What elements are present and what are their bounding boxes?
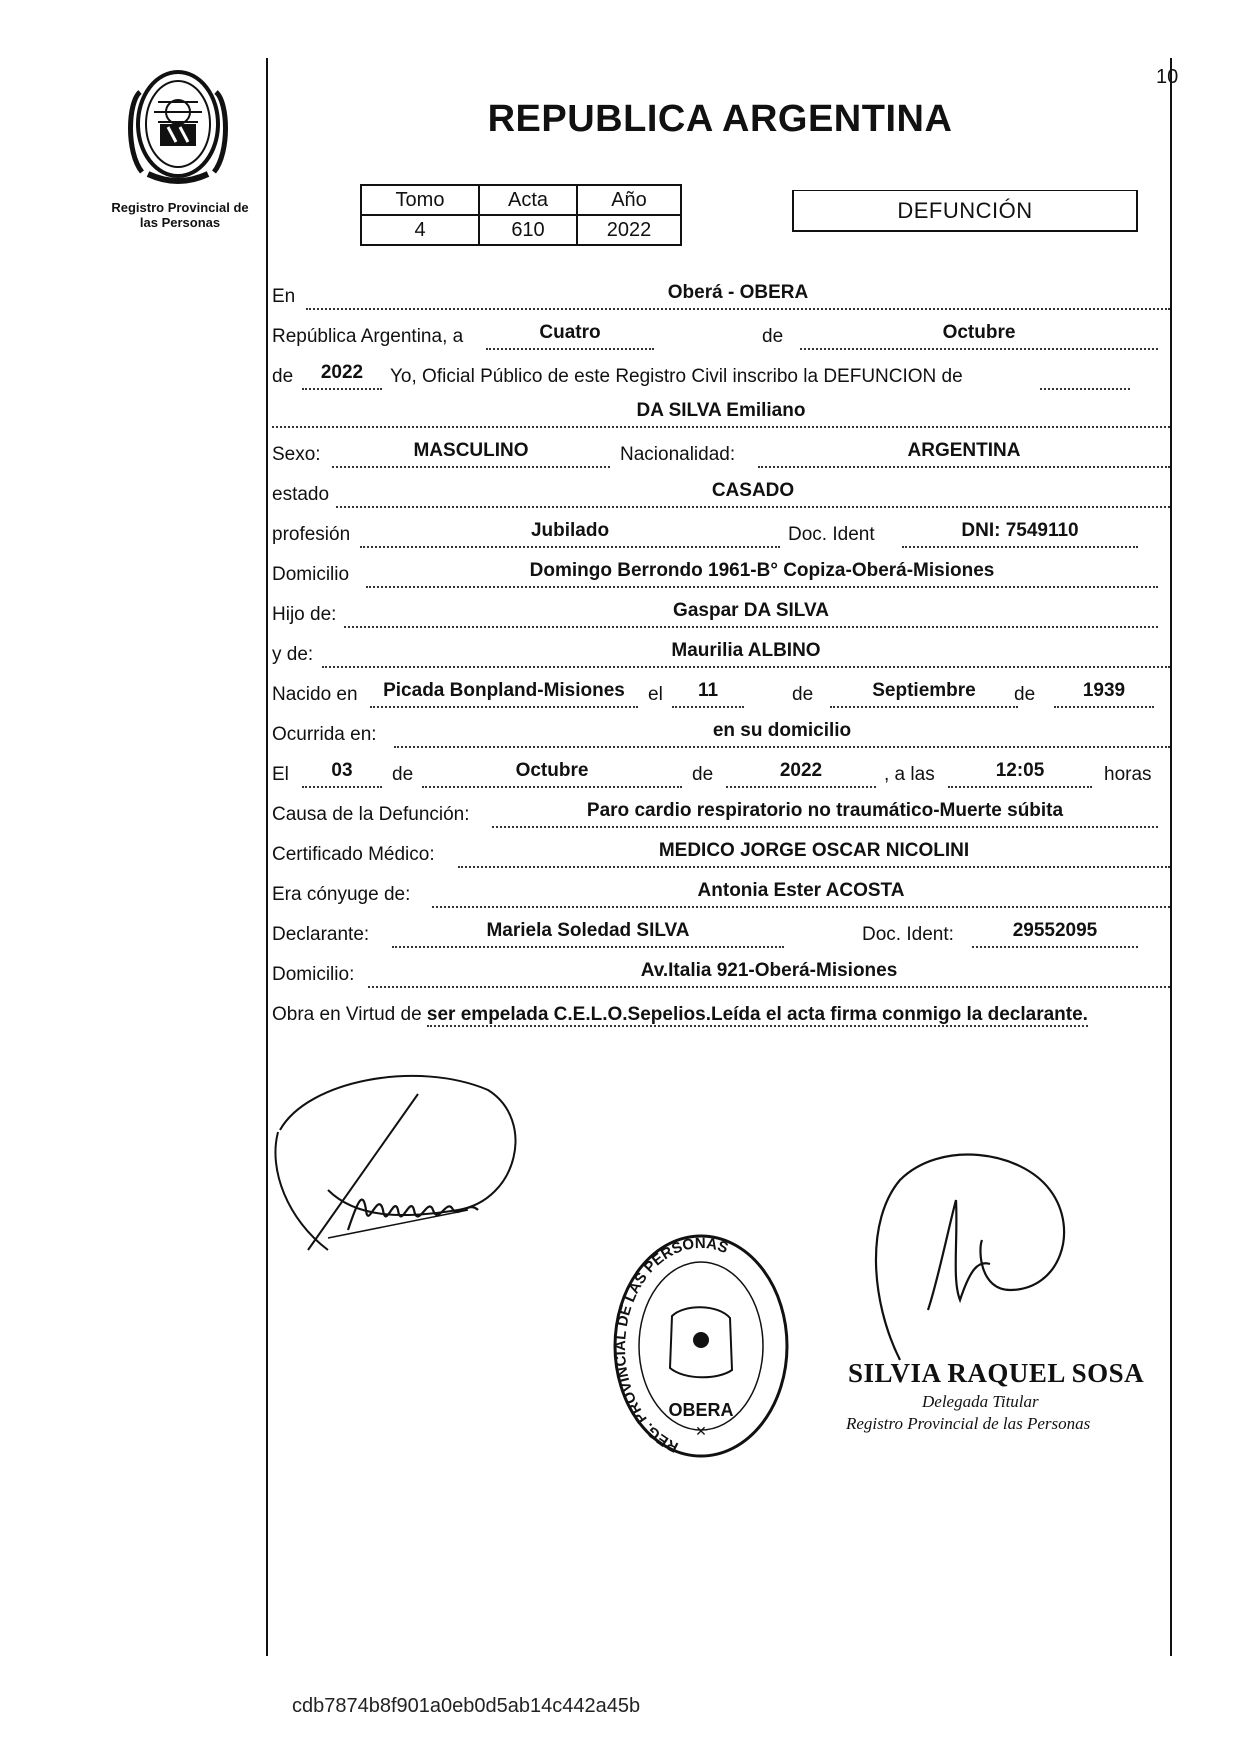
anio-value: 2022 <box>577 215 681 245</box>
mother-field: Maurilia ALBINO <box>322 638 1170 668</box>
remarks-label: Obra en Virtud de <box>272 1004 422 1025</box>
born-de-label-1: de <box>792 684 814 705</box>
acta-header: Acta <box>479 185 577 215</box>
death-de-label-1: de <box>392 764 414 785</box>
sex-field: MASCULINO <box>332 438 610 468</box>
tomo-value: 4 <box>361 215 479 245</box>
document-type-box: DEFUNCIÓN <box>792 190 1138 232</box>
acta-value: 610 <box>479 215 577 245</box>
born-place-field: Picada Bonpland-Misiones <box>370 678 638 708</box>
page-title: REPUBLICA ARGENTINA <box>487 98 953 140</box>
row-mother <box>272 636 1164 670</box>
marital-field: CASADO <box>336 478 1170 508</box>
de-label-1: de <box>762 326 784 347</box>
sex-label: Sexo: <box>272 444 321 465</box>
country-label: República Argentina, a <box>272 326 464 347</box>
death-year-field: 2022 <box>726 758 876 788</box>
row-statement <box>272 358 1164 392</box>
occurred-field: en su domicilio <box>394 718 1170 748</box>
place-label: En <box>272 286 296 307</box>
profession-field: Jubilado <box>360 518 780 548</box>
born-month-field: Septiembre <box>830 678 1018 708</box>
born-label: Nacido en <box>272 684 358 705</box>
row-spouse <box>272 876 1164 910</box>
occurred-label: Ocurrida en: <box>272 724 377 745</box>
doc-field: DNI: 7549110 <box>902 518 1138 548</box>
declarant-doc-field: 29552095 <box>972 918 1138 948</box>
declarant-address-field: Av.Italia 921-Oberá-Misiones <box>368 958 1170 988</box>
page-number: 10 <box>1156 66 1179 88</box>
official-name: SILVIA RAQUEL SOSA <box>848 1358 1145 1388</box>
row-declarant-address <box>272 956 1164 990</box>
row-cause <box>272 796 1164 830</box>
official-role: Delegada Titular <box>922 1392 1039 1411</box>
left-margin-line <box>266 58 268 1656</box>
marital-label: estado <box>272 484 330 505</box>
day-field: Cuatro <box>486 320 654 350</box>
declarant-address-label: Domicilio: <box>272 964 355 985</box>
official-signature <box>860 1140 1080 1362</box>
record-value-row <box>361 215 681 245</box>
document-hash: cdb7874b8f901a0eb0d5ab14c442a45b <box>292 1695 641 1717</box>
row-sex <box>272 436 1164 470</box>
official-stamp <box>608 1228 794 1464</box>
remarks-text: ser empelada C.E.L.O.Sepelios.Leída el acta firma conmigo la declarante. <box>426 1004 1088 1025</box>
hours-label: horas <box>1104 764 1152 785</box>
stamp-ring-text: REG. PROVINCIAL DE LAS PERSONAS <box>611 1234 731 1456</box>
record-header-row <box>361 185 681 215</box>
death-month-field: Octubre <box>422 758 682 788</box>
registry-label-line1: Registro Provincial de <box>111 200 249 215</box>
year-field: 2022 <box>302 360 382 390</box>
death-day-field: 03 <box>302 758 382 788</box>
statement-trailing-dots <box>1040 360 1130 390</box>
stamp-center-text: OBERA <box>668 1400 734 1420</box>
row-place <box>272 278 1164 312</box>
born-day-field: 11 <box>672 678 744 708</box>
row-profession <box>272 516 1164 550</box>
mother-label: y de: <box>272 644 314 665</box>
el-label: el <box>648 684 663 705</box>
spouse-field: Antonia Ester ACOSTA <box>432 878 1170 908</box>
svg-text:✕: ✕ <box>695 1423 707 1439</box>
time-field: 12:05 <box>948 758 1092 788</box>
father-field: Gaspar DA SILVA <box>344 598 1158 628</box>
address-field: Domingo Berrondo 1961-B° Copiza-Oberá-Misiones <box>366 558 1158 588</box>
born-de-label-2: de <box>1014 684 1036 705</box>
row-declarant <box>272 916 1164 950</box>
official-office: Registro Provincial de las Personas <box>846 1414 1091 1433</box>
el-label-2: El <box>272 764 289 785</box>
father-label: Hijo de: <box>272 604 337 625</box>
declarant-label: Declarante: <box>272 924 370 945</box>
address-label: Domicilio <box>272 564 350 585</box>
de-label-2: de <box>272 366 294 387</box>
row-occurred <box>272 716 1164 750</box>
certificate-label: Certificado Médico: <box>272 844 435 865</box>
declarant-field: Mariela Soledad SILVA <box>392 918 784 948</box>
row-birth <box>272 676 1164 710</box>
row-deceased <box>272 396 1164 430</box>
doc-label: Doc. Ident <box>788 524 875 545</box>
place-field: Oberá - OBERA <box>306 280 1170 310</box>
statement-text: Yo, Oficial Público de este Registro Civil inscribo la DEFUNCION de <box>390 366 963 387</box>
month-field: Octubre <box>800 320 1158 350</box>
record-table <box>360 184 682 246</box>
declarant-doc-label: Doc. Ident: <box>862 924 954 945</box>
spouse-label: Era cónyuge de: <box>272 884 411 905</box>
row-address <box>272 556 1164 590</box>
cause-field: Paro cardio respiratorio no traumático-Muerte súbita <box>492 798 1158 828</box>
remarks-paragraph <box>272 998 1164 1032</box>
certificate-field: MEDICO JORGE OSCAR NICOLINI <box>458 838 1170 868</box>
province-coat-of-arms-logo <box>118 62 238 192</box>
tomo-header: Tomo <box>361 185 479 215</box>
declarant-signature <box>268 1060 538 1260</box>
right-margin-line <box>1170 58 1172 1656</box>
row-death-date <box>272 756 1164 790</box>
row-date <box>272 318 1164 352</box>
registry-label-line2: las Personas <box>139 215 221 230</box>
registry-label <box>90 200 270 230</box>
born-year-field: 1939 <box>1054 678 1154 708</box>
nationality-label: Nacionalidad: <box>620 444 736 465</box>
nationality-field: ARGENTINA <box>758 438 1170 468</box>
deceased-name-field: DA SILVA Emiliano <box>272 398 1170 428</box>
cause-label: Causa de la Defunción: <box>272 804 470 825</box>
row-marital <box>272 476 1164 510</box>
row-certificate <box>272 836 1164 870</box>
row-father <box>272 596 1164 630</box>
profession-label: profesión <box>272 524 351 545</box>
death-de-label-2: de <box>692 764 714 785</box>
time-label: , a las <box>884 764 935 785</box>
anio-header: Año <box>577 185 681 215</box>
